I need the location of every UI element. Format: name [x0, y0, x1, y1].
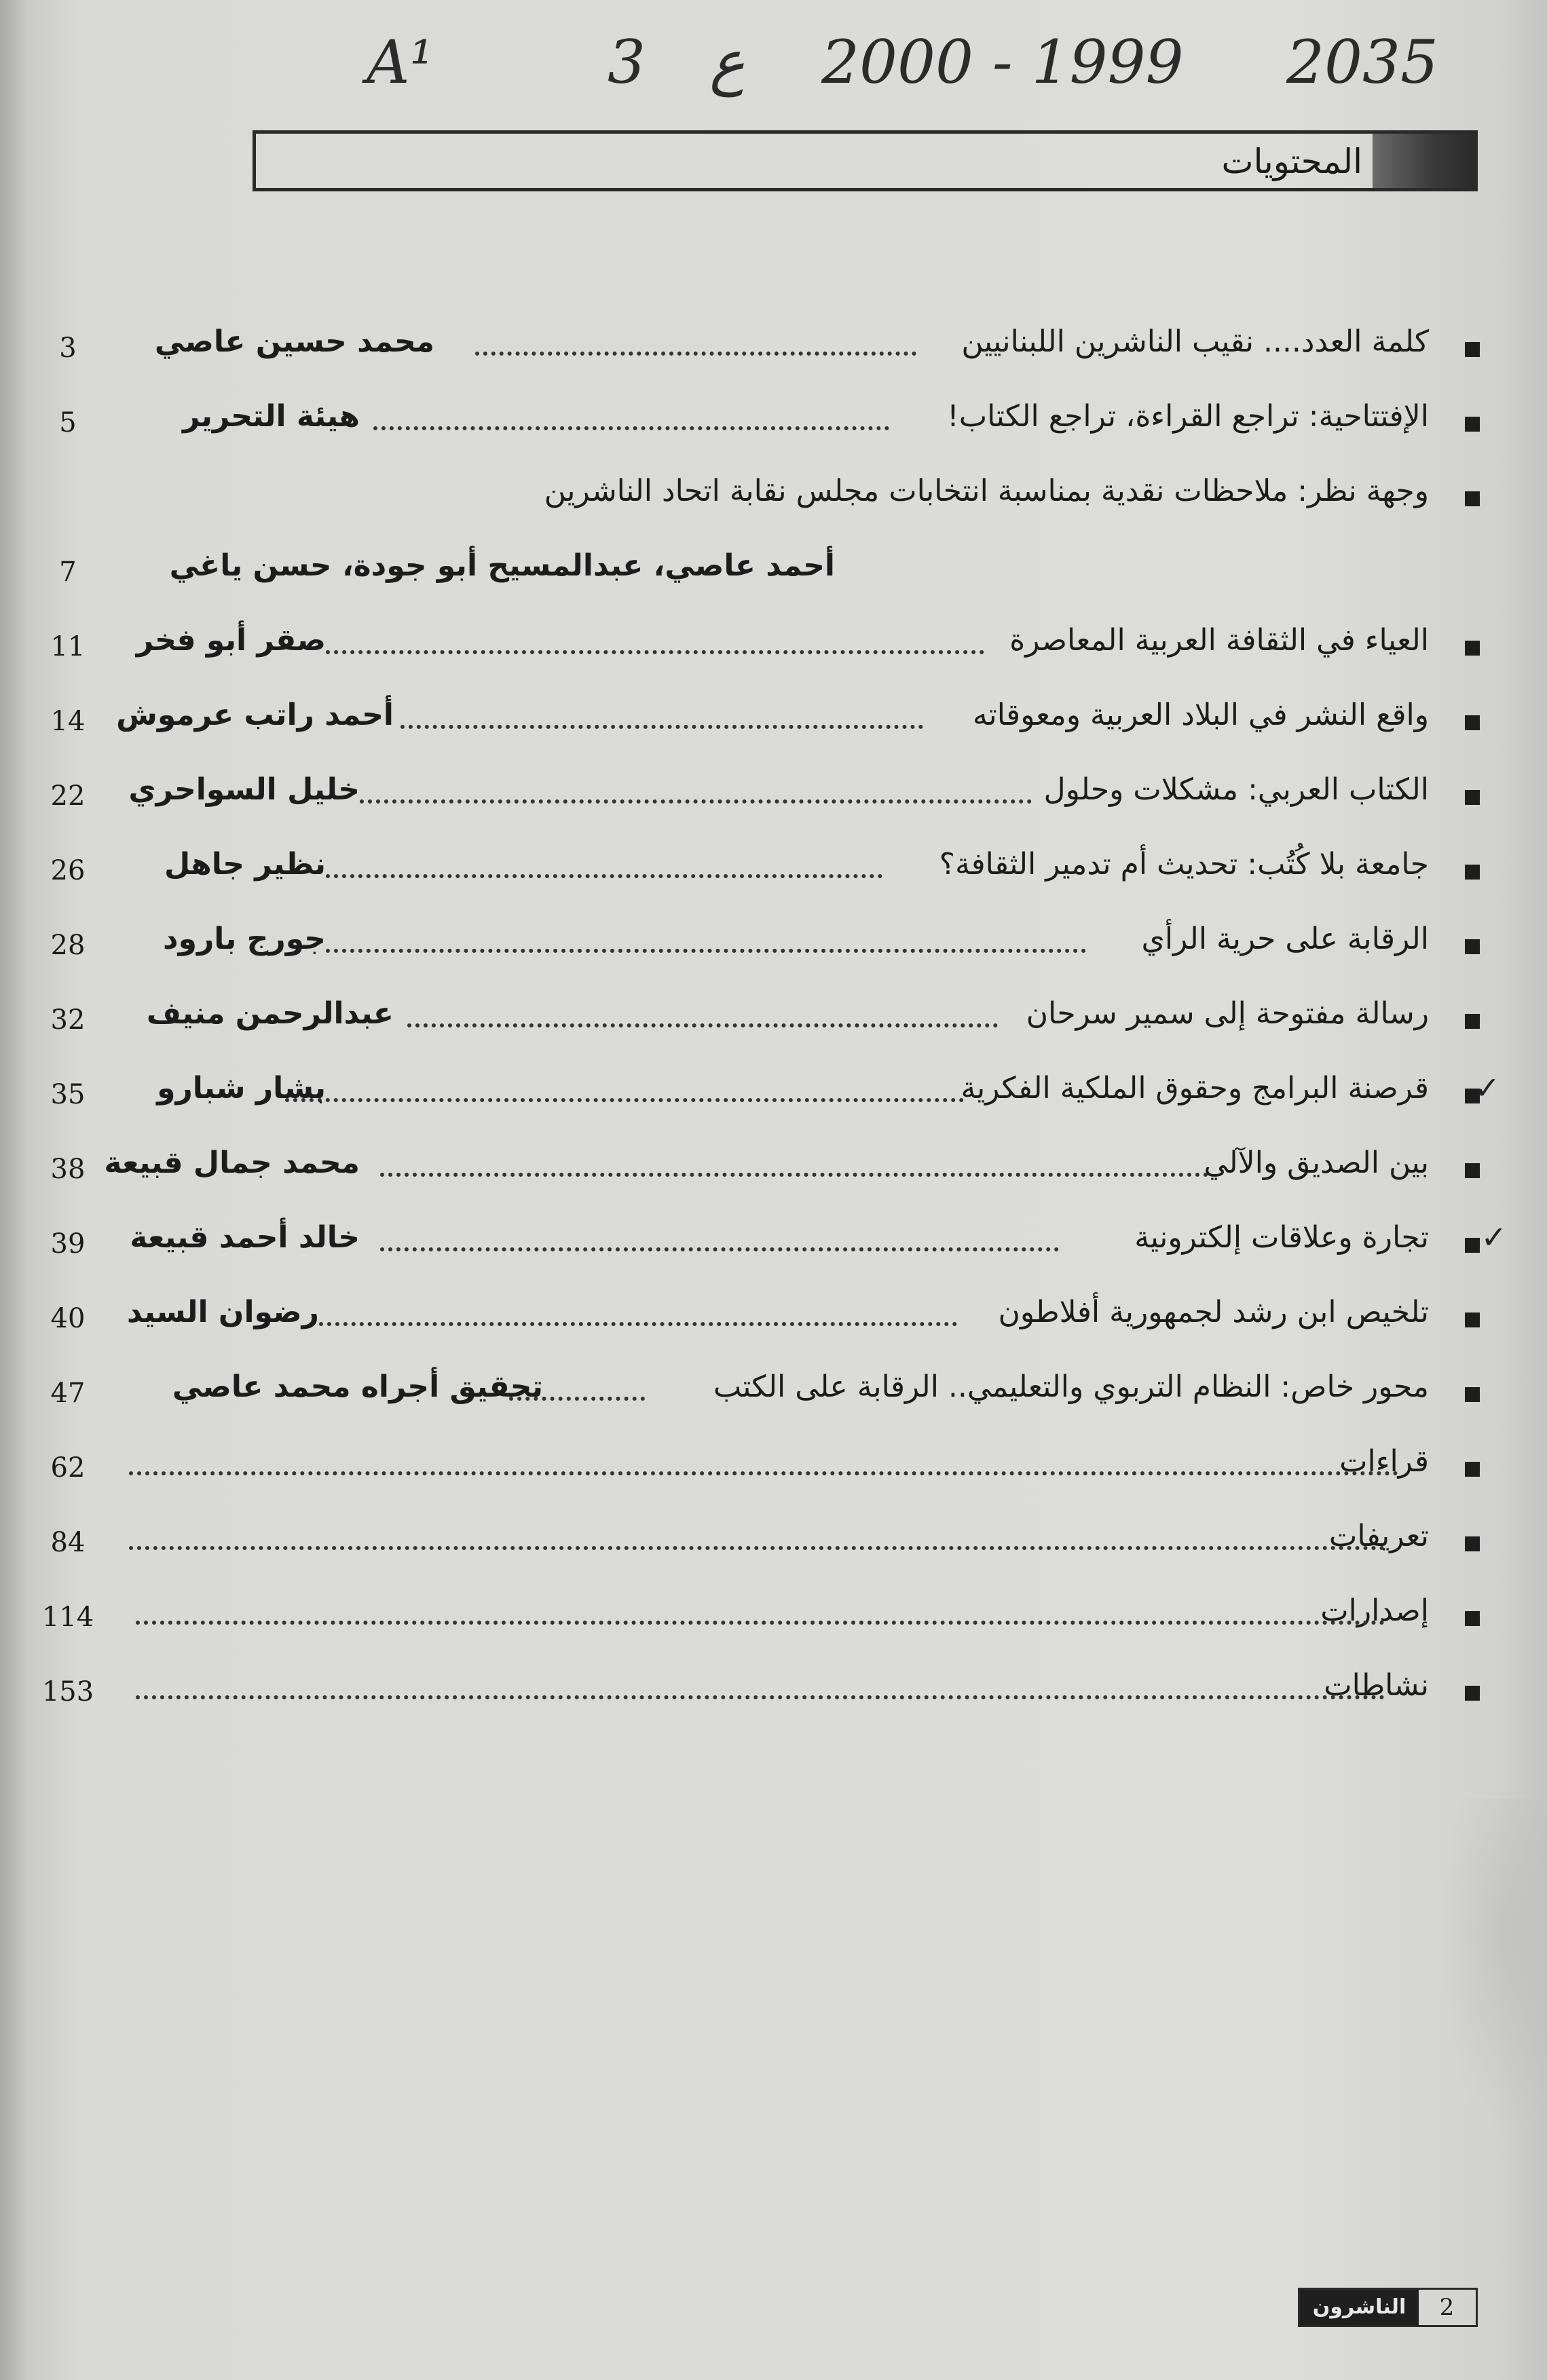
toc-page-number: 62	[50, 1452, 86, 1484]
toc-row	[41, 847, 1480, 894]
toc-page-number: 5	[59, 407, 77, 438]
toc-title: بين الصديق والآلي	[1204, 1146, 1429, 1180]
toc-page-number: 7	[59, 556, 77, 588]
toc-author: محمد حسين عاصي	[154, 324, 434, 359]
toc-author: بشار شبارو	[157, 1071, 326, 1106]
footer-page-marker	[1298, 2288, 1478, 2327]
toc-row	[41, 698, 1480, 745]
toc-page-number: 28	[50, 930, 86, 961]
bullet-icon	[1465, 1686, 1480, 1701]
leader-dots	[326, 874, 882, 878]
toc-row	[41, 1519, 1480, 1566]
toc-row	[41, 324, 1480, 372]
leader-dots	[326, 949, 1086, 953]
contents-heading: المحتويات	[1221, 142, 1362, 181]
checkmark-icon: ✓	[1480, 1219, 1507, 1255]
toc-page-number: 47	[50, 1378, 86, 1409]
leader-dots	[129, 1471, 1398, 1475]
footer-page-number: 2	[1439, 2294, 1455, 2321]
bullet-icon	[1465, 342, 1480, 357]
toc-row	[41, 922, 1480, 969]
toc-page-number: 114	[41, 1602, 94, 1633]
bullet-icon	[1465, 1238, 1480, 1253]
bullet-icon	[1465, 939, 1480, 954]
toc-title: محور خاص: النظام التربوي والتعليمي.. الرقابة على الكتب	[713, 1370, 1429, 1404]
toc-title: تعريفات	[1328, 1519, 1429, 1553]
toc-page-number: 39	[50, 1228, 86, 1260]
toc-row	[41, 1593, 1480, 1641]
toc-page-number: 14	[50, 706, 86, 737]
toc-row	[41, 399, 1480, 447]
toc-row	[41, 772, 1480, 820]
leader-dots	[407, 1023, 998, 1027]
toc-author: جورج بارود	[163, 922, 326, 956]
bullet-icon	[1465, 865, 1480, 880]
toc-row	[41, 474, 1480, 521]
toc-author: خليل السواحري	[128, 772, 360, 807]
leader-dots	[136, 1695, 1385, 1699]
toc-row	[41, 1070, 1500, 1118]
leader-dots	[136, 1621, 1385, 1625]
toc-author: محمد جمال قبيعة	[104, 1146, 360, 1180]
toc-title: العياء في الثقافة العربية المعاصرة	[1009, 623, 1429, 658]
toc-row	[41, 1668, 1480, 1716]
handwritten-note-b: 3	[608, 27, 646, 97]
bullet-icon	[1465, 1312, 1480, 1327]
checkmark-icon: ✓	[1474, 1070, 1500, 1106]
toc-title: إصدارات	[1320, 1593, 1429, 1628]
bullet-icon	[1465, 715, 1480, 730]
toc-title: تجارة وعلاقات إلكترونية	[1134, 1220, 1429, 1255]
toc-author: نظير جاهل	[164, 847, 326, 882]
toc-row	[41, 1295, 1480, 1342]
toc-title: قراءات	[1339, 1444, 1429, 1479]
toc-author: صقر أبو فخر	[136, 623, 326, 658]
leader-dots	[129, 1546, 1385, 1550]
toc-row	[41, 623, 1480, 670]
toc-page-number: 40	[50, 1303, 86, 1334]
bullet-icon	[1465, 1462, 1480, 1477]
page-smudge	[1439, 1798, 1547, 2138]
bullet-icon	[1465, 417, 1480, 432]
toc-title: رسالة مفتوحة إلى سمير سرحان	[1026, 996, 1429, 1031]
leader-dots	[380, 1247, 1059, 1251]
toc-page-number: 153	[41, 1676, 94, 1707]
toc-title: وجهة نظر: ملاحظات نقدية بمناسبة انتخابات مجلس نقابة اتحاد الناشرين	[544, 474, 1429, 508]
toc-row	[41, 1146, 1480, 1193]
bullet-icon	[1465, 491, 1480, 506]
toc-title: قرصنة البرامج وحقوق الملكية الفكرية	[961, 1071, 1429, 1106]
toc-title: جامعة بلا كُتُب: تحديث أم تدمير الثقافة؟	[939, 847, 1429, 882]
toc-title: تلخيص ابن رشد لجمهورية أفلاطون	[998, 1295, 1429, 1329]
toc-page-number: 22	[50, 780, 86, 812]
toc-row	[41, 548, 1480, 596]
toc-page-number: 38	[50, 1154, 86, 1185]
toc-author: أحمد عاصي، عبدالمسيح أبو جودة، حسن ياغي	[169, 548, 835, 583]
leader-dots	[326, 650, 984, 654]
toc-page-number: 35	[50, 1079, 86, 1110]
toc-page-number: 26	[50, 855, 86, 886]
toc-row	[41, 1370, 1480, 1417]
toc-author: أحمد راتب عرموش	[116, 698, 394, 732]
toc-title: كلمة العدد.... نقيب الناشرين اللبنانيين	[961, 324, 1429, 359]
leader-dots	[360, 799, 1032, 804]
toc-title: واقع النشر في البلاد العربية ومعوقاته	[972, 698, 1429, 732]
contents-heading-box	[253, 130, 1478, 191]
bullet-icon	[1465, 641, 1480, 656]
handwritten-note-e: 2035	[1286, 27, 1438, 97]
bullet-icon	[1465, 1387, 1480, 1402]
leader-dots	[319, 1322, 957, 1326]
toc-page-number: 11	[50, 631, 86, 662]
handwritten-note-c: ع	[709, 27, 745, 97]
toc-title: الإفتتاحية: تراجع القراءة، تراجع الكتاب!	[947, 399, 1429, 434]
toc-title: الرقابة على حرية الرأي	[1141, 922, 1429, 956]
bullet-icon	[1465, 1611, 1480, 1626]
bullet-icon	[1465, 790, 1480, 805]
toc-page-number: 84	[50, 1527, 86, 1558]
leader-dots	[475, 352, 916, 356]
footer-brand: الناشرون	[1300, 2290, 1419, 2325]
toc-author: عبدالرحمن منيف	[146, 996, 394, 1031]
toc-title: الكتاب العربي: مشكلات وحلول	[1043, 772, 1429, 807]
toc-author: تحقيق أجراه محمد عاصي	[172, 1370, 543, 1404]
toc-row	[41, 1444, 1480, 1492]
toc-row	[41, 1219, 1507, 1268]
leader-dots	[380, 1173, 1208, 1177]
handwritten-note-a: A¹	[367, 27, 434, 97]
toc-page-number: 32	[50, 1004, 86, 1036]
bullet-icon	[1465, 1014, 1480, 1029]
toc-author: خالد أحمد قبيعة	[130, 1220, 360, 1255]
toc-row	[41, 996, 1480, 1044]
leader-dots	[400, 725, 923, 729]
toc-author: هيئة التحرير	[183, 399, 360, 434]
bullet-icon	[1465, 1163, 1480, 1178]
leader-dots	[373, 426, 889, 430]
leader-dots	[285, 1098, 964, 1102]
toc-page-number: 3	[59, 333, 77, 364]
bullet-icon	[1465, 1536, 1480, 1551]
handwritten-note-d: 2000 - 1999	[821, 27, 1184, 97]
heading-dark-tab	[1373, 134, 1474, 188]
toc-author: رضوان السيد	[126, 1295, 319, 1329]
toc-title: نشاطات	[1324, 1668, 1429, 1703]
